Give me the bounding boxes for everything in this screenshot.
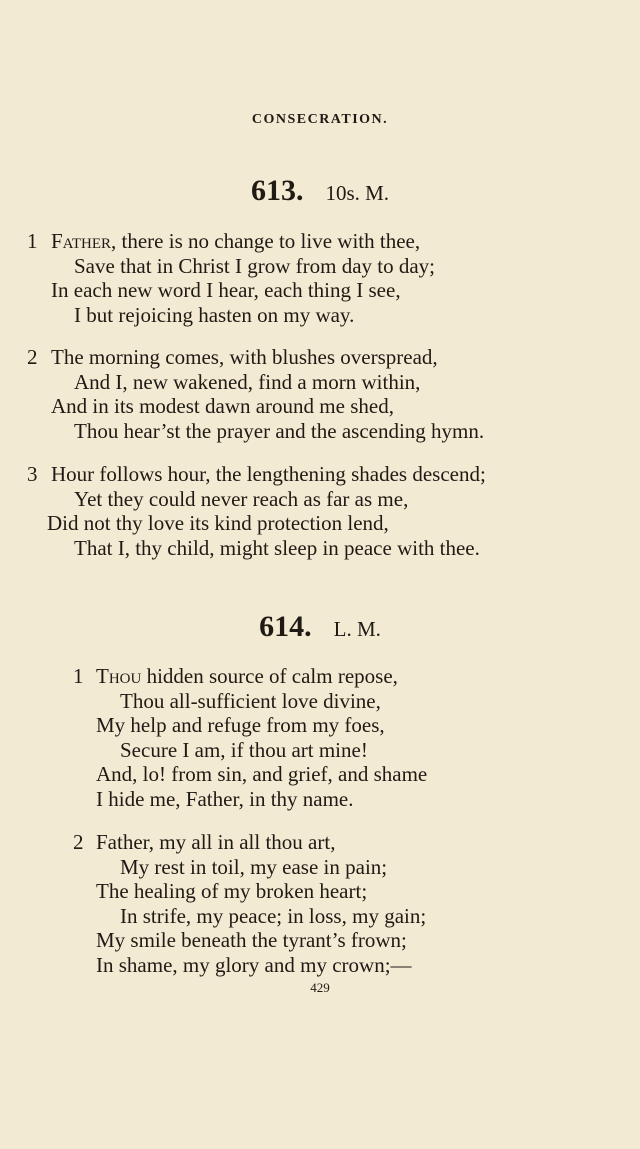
verse-line: In strife, my peace; in loss, my gain; <box>120 903 427 928</box>
hymn-613-verse-1 <box>27 229 435 327</box>
verse-line: Save that in Christ I grow from day to day; <box>74 253 436 278</box>
verse-line: The morning comes, with blushes overspread, <box>51 345 438 369</box>
verse-number: 2 <box>27 345 38 369</box>
hymn-meter: L. M. <box>333 617 381 641</box>
verse-line: In shame, my glory and my crown;— <box>96 952 412 977</box>
hymn-613-verse-3 <box>27 462 486 560</box>
hymn-614-verse-2 <box>73 830 426 977</box>
verse-line: there is no change to live with thee, <box>116 229 421 253</box>
verse-line: My help and refuge from my foes, <box>96 713 385 737</box>
verse-line: Did not thy love its kind protection lend, <box>47 511 389 535</box>
verse-line: In each new word I hear, each thing I see, <box>51 278 401 302</box>
verse-line: Thou all-sufficient love divine, <box>120 688 381 713</box>
verse-number: 3 <box>27 462 38 486</box>
verse-line: And in its modest dawn around me shed, <box>51 394 394 418</box>
verse-line: My rest in toil, my ease in pain; <box>120 854 388 879</box>
verse-line: And, lo! from sin, and grief, and shame <box>96 762 428 786</box>
verse-line: I but rejoicing hasten on my way. <box>74 302 355 327</box>
verse-line: Secure I am, if thou art mine! <box>120 737 368 762</box>
verse-line: Thou hear’st the prayer and the ascending hymn. <box>74 418 485 443</box>
verse-line: Father, my all in all thou art, <box>96 830 336 854</box>
verse-number: 1 <box>73 664 84 688</box>
verse-line: That I, thy child, might sleep in peace with thee. <box>74 535 480 560</box>
verse-line: Hour follows hour, the lengthening shades descend; <box>51 462 486 486</box>
first-word: Father, <box>51 229 117 253</box>
running-head: CONSECRATION. <box>251 112 389 127</box>
verse-line: Yet they could never reach as far as me, <box>74 486 409 511</box>
hymn-meter: 10s. M. <box>325 181 390 205</box>
hymn-614-verse-1 <box>73 664 427 811</box>
verse-number: 1 <box>27 229 38 253</box>
verse-line: I hide me, Father, in thy name. <box>96 786 354 811</box>
hymn-number: 614. <box>259 610 312 643</box>
verse-number: 2 <box>73 830 84 854</box>
page-number: 429 <box>310 980 330 995</box>
verse-line: And I, new wakened, find a morn within, <box>74 369 421 394</box>
hymn-613-heading <box>0 174 640 208</box>
first-word: Thou <box>96 664 142 688</box>
verse-line: hidden source of calm repose, <box>141 664 398 688</box>
hymn-number: 613. <box>250 174 304 207</box>
verse-line: My smile beneath the tyrant’s frown; <box>96 928 407 952</box>
hymn-614-heading <box>0 610 640 644</box>
verse-line: The healing of my broken heart; <box>96 879 368 903</box>
hymn-613-verse-2 <box>27 345 484 443</box>
